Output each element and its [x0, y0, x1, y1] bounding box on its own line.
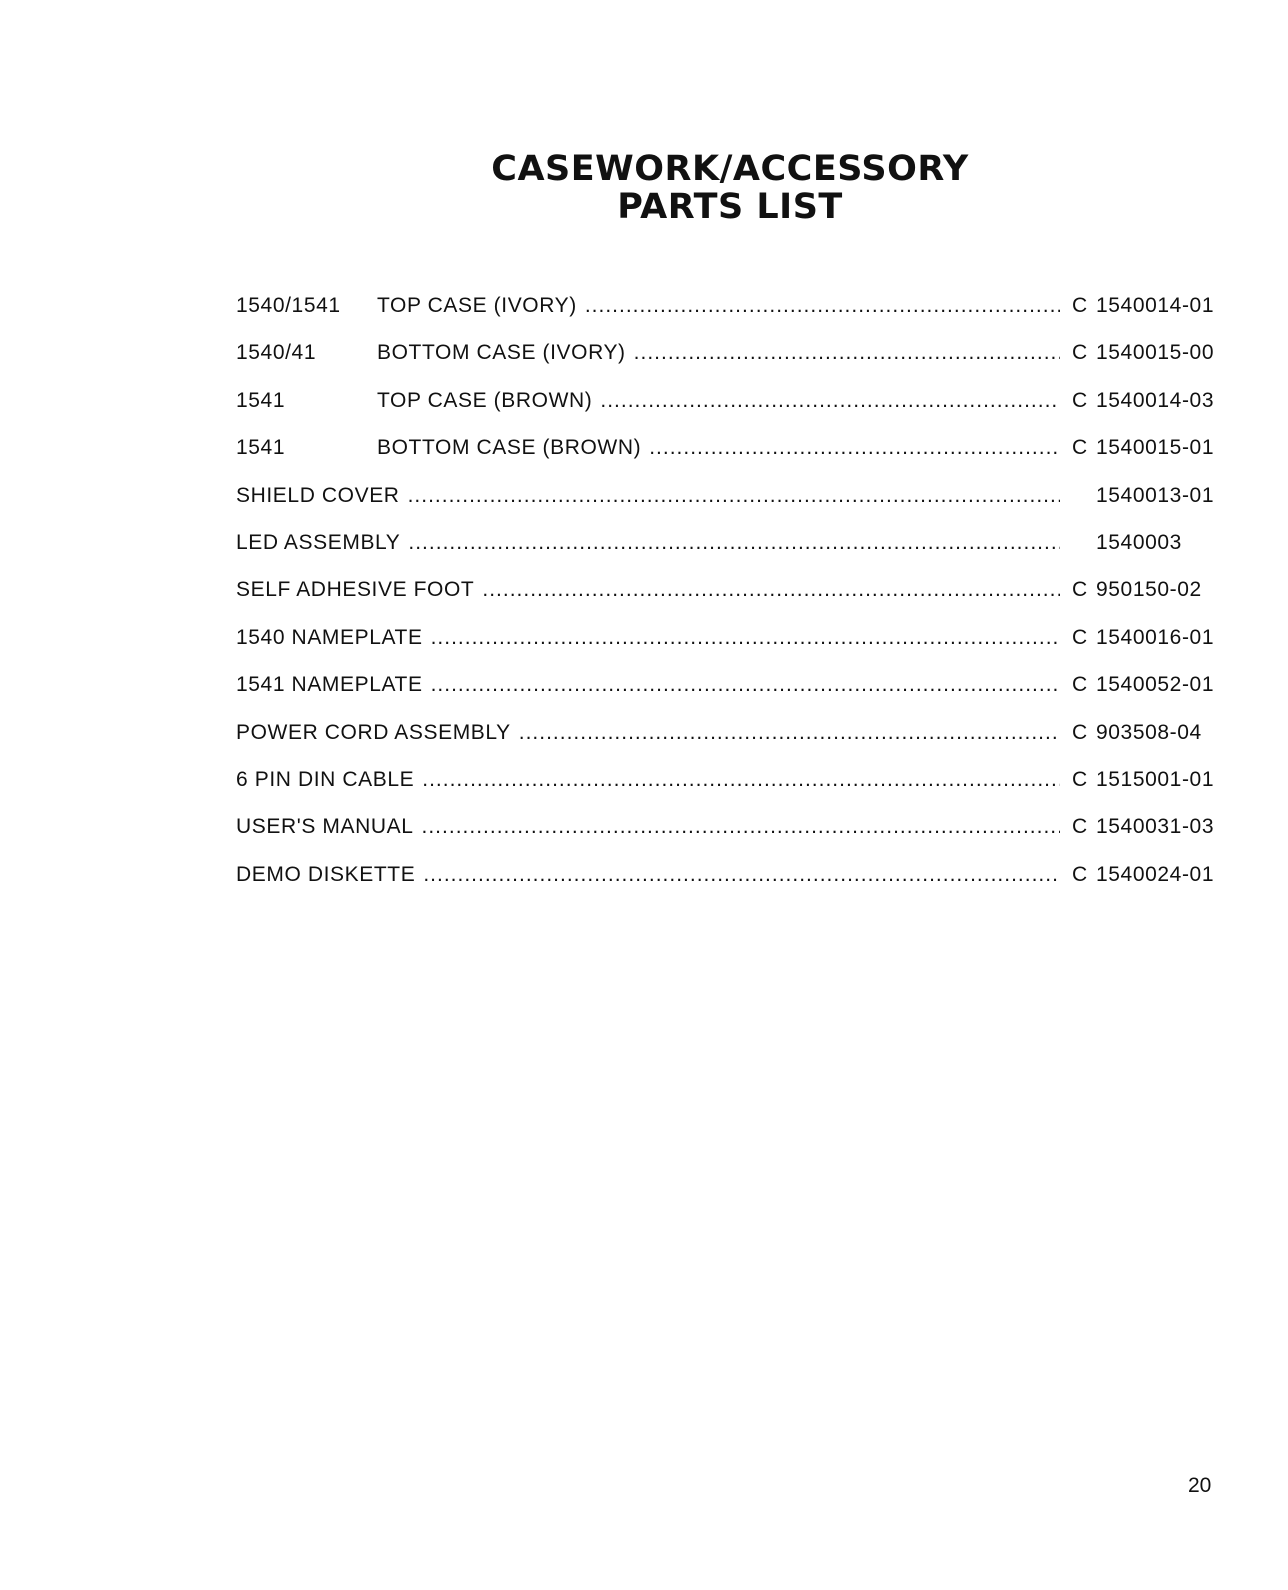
dot-leader	[600, 389, 1060, 413]
title-line-1: CASEWORK/ACCESSORY	[491, 149, 969, 189]
part-number-value: 1515001-01	[1096, 767, 1215, 791]
part-number-value: 1540024-01	[1096, 862, 1215, 886]
part-prefix: C	[1072, 862, 1088, 886]
description-leader	[377, 294, 1060, 318]
part-number	[1072, 341, 1214, 365]
description-leader	[236, 768, 1060, 792]
part-number	[1072, 863, 1214, 887]
dot-leader	[408, 531, 1060, 555]
part-row	[236, 294, 1236, 341]
part-number-value: 1540013-01	[1096, 483, 1215, 507]
model-number: 1541	[236, 388, 286, 412]
part-number	[1072, 484, 1214, 508]
dot-leader	[423, 863, 1060, 887]
part-description: POWER CORD ASSEMBLY	[236, 720, 511, 744]
part-row	[236, 863, 1236, 910]
dot-leader	[422, 768, 1060, 792]
description-leader	[236, 815, 1060, 839]
part-row	[236, 531, 1236, 578]
part-row	[236, 578, 1236, 625]
part-prefix: C	[1072, 815, 1088, 839]
part-number-value: 1540031-03	[1096, 815, 1215, 839]
part-number-value: 1540014-03	[1096, 388, 1215, 412]
description-leader	[377, 341, 1060, 365]
part-number	[1072, 626, 1214, 650]
part-prefix: C	[1072, 578, 1088, 602]
part-description: BOTTOM CASE (BROWN)	[377, 436, 642, 460]
part-number	[1072, 815, 1214, 839]
part-row	[236, 341, 1236, 388]
part-number-value: 1540015-01	[1096, 436, 1215, 460]
description-leader	[236, 531, 1060, 555]
page-number: 20	[1188, 1474, 1212, 1497]
part-row	[236, 389, 1236, 436]
part-number	[1072, 389, 1214, 413]
description-leader	[236, 721, 1060, 745]
part-description: DEMO DISKETTE	[236, 862, 416, 886]
part-row	[236, 721, 1236, 768]
description-leader	[236, 863, 1060, 887]
part-prefix: C	[1072, 673, 1088, 697]
part-prefix: C	[1072, 294, 1088, 317]
part-number	[1072, 768, 1214, 792]
part-number-value: 1540014-01	[1096, 294, 1215, 317]
dot-leader	[431, 626, 1060, 650]
description-leader	[377, 389, 1060, 413]
dot-leader	[585, 294, 1060, 318]
part-description: SELF ADHESIVE FOOT	[236, 578, 475, 602]
part-number	[1072, 294, 1214, 318]
dot-leader	[431, 673, 1060, 697]
part-number-value: 950150-02	[1096, 578, 1202, 602]
part-description: TOP CASE (BROWN)	[377, 388, 593, 412]
part-prefix: C	[1072, 720, 1088, 744]
part-number-value: 903508-04	[1096, 720, 1202, 744]
description-leader	[377, 436, 1060, 460]
part-prefix: C	[1072, 767, 1088, 791]
description-leader	[236, 626, 1060, 650]
part-number	[1072, 721, 1202, 745]
model-number: 1541	[236, 436, 286, 460]
part-row	[236, 768, 1236, 815]
part-row	[236, 626, 1236, 673]
part-description: LED ASSEMBLY	[236, 530, 401, 554]
part-number	[1072, 531, 1182, 555]
dot-leader	[422, 815, 1060, 839]
part-row	[236, 673, 1236, 720]
part-description: TOP CASE (IVORY)	[377, 294, 577, 317]
part-row	[236, 436, 1236, 483]
part-row	[236, 484, 1236, 531]
description-leader	[236, 578, 1060, 602]
part-number	[1072, 673, 1214, 697]
part-number	[1072, 578, 1202, 602]
model-number: 1540/1541	[236, 294, 341, 317]
dot-leader	[519, 721, 1060, 745]
part-number-value: 1540052-01	[1096, 673, 1215, 697]
part-description: USER'S MANUAL	[236, 815, 414, 839]
part-number-value: 1540003	[1096, 530, 1182, 554]
part-description: 6 PIN DIN CABLE	[236, 767, 415, 791]
dot-leader	[649, 436, 1060, 460]
dot-leader	[482, 578, 1060, 602]
part-number-value: 1540016-01	[1096, 625, 1215, 649]
part-description: SHIELD COVER	[236, 483, 400, 507]
part-number	[1072, 436, 1214, 460]
part-description: BOTTOM CASE (IVORY)	[377, 341, 626, 365]
part-description: 1541 NAMEPLATE	[236, 673, 423, 697]
model-number: 1540/41	[236, 341, 317, 365]
part-row	[236, 815, 1236, 862]
parts-list	[236, 294, 1236, 910]
part-prefix: C	[1072, 388, 1088, 412]
description-leader	[236, 484, 1060, 508]
part-number-value: 1540015-00	[1096, 341, 1215, 365]
part-description: 1540 NAMEPLATE	[236, 625, 423, 649]
part-prefix: C	[1072, 341, 1088, 365]
description-leader	[236, 673, 1060, 697]
page-title	[440, 150, 1020, 226]
title-line-2: PARTS LIST	[617, 187, 843, 227]
dot-leader	[408, 484, 1060, 508]
part-prefix: C	[1072, 625, 1088, 649]
part-prefix: C	[1072, 436, 1088, 460]
dot-leader	[634, 341, 1060, 365]
